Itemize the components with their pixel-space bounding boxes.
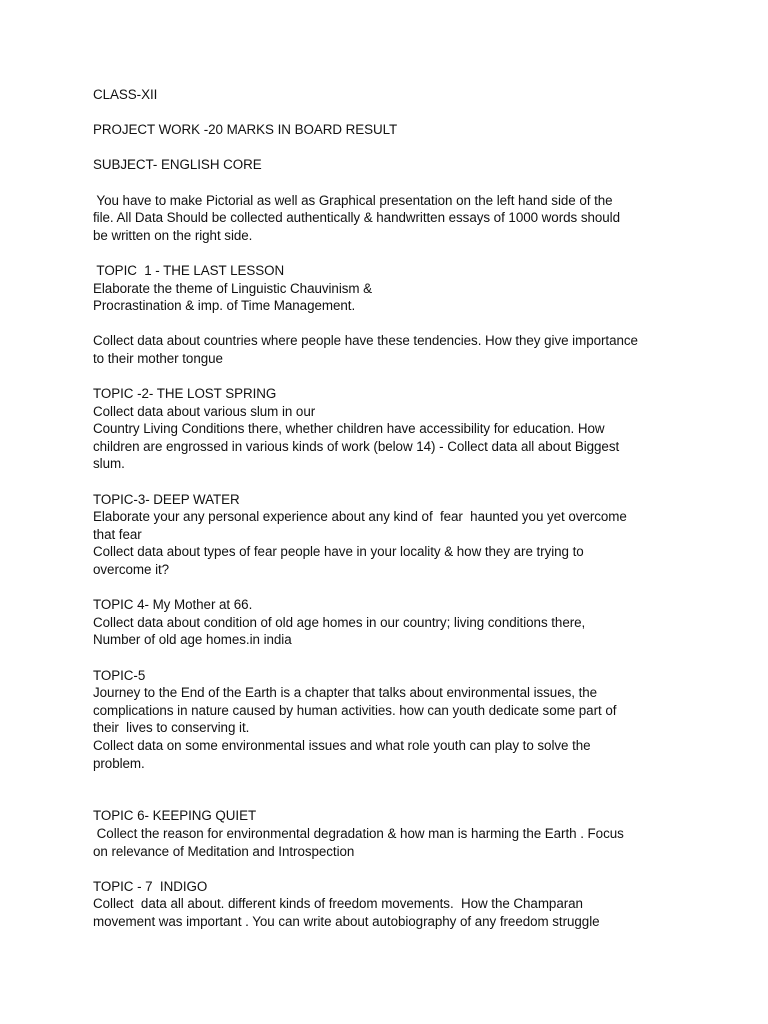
topic-heading: TOPIC 4- My Mother at 66.	[93, 597, 253, 613]
topic-line: Procrastination & imp. of Time Management.	[93, 298, 356, 314]
topic-line: Elaborate your any personal experience about any kind of fear haunted you yet overcome	[93, 509, 627, 525]
spacer	[93, 104, 693, 122]
topic-heading: TOPIC-3- DEEP WATER	[93, 491, 240, 507]
topic-line: problem.	[93, 755, 145, 771]
intro-line: file. All Data Should be collected authentically & handwritten essays of 1000 words should	[93, 210, 620, 226]
topic-line: complications in nature caused by human activities. how can youth dedicate some part of	[93, 702, 617, 718]
topic-line: Collect data all about. different kinds of freedom movements. How the Champaran	[93, 896, 583, 912]
topic-line: that fear	[93, 526, 142, 542]
topic-line: children are engrossed in various kinds of work (below 14) - Collect data all about Biggest	[93, 438, 620, 454]
topic-2	[93, 385, 693, 473]
topic-line: Collect data about condition of old age homes in our country; living conditions there,	[93, 614, 586, 630]
spacer	[93, 368, 693, 386]
intro-paragraph	[93, 192, 693, 245]
spacer	[93, 860, 693, 878]
spacer	[93, 579, 693, 597]
topic-line: slum.	[93, 456, 125, 472]
topic-line: Collect data on some environmental issues and what role youth can play to solve the	[93, 737, 591, 753]
intro-line: be written on the right side.	[93, 227, 253, 243]
topic-line: Elaborate the theme of Linguistic Chauvinism &	[93, 280, 373, 296]
spacer	[93, 790, 693, 808]
spacer	[93, 139, 693, 157]
topic-line: Collect data about countries where people have these tendencies. How they give importance	[93, 333, 638, 349]
topic-7	[93, 878, 693, 931]
topic-5	[93, 667, 693, 773]
topic-line: movement was important . You can write about autobiography of any freedom struggle	[93, 913, 600, 929]
topic-line: overcome it?	[93, 562, 170, 578]
spacer	[93, 315, 693, 333]
topic-line: Collect data about types of fear people have in your locality & how they are trying to	[93, 544, 584, 560]
topic-line: their lives to conserving it.	[93, 720, 250, 736]
spacer	[93, 772, 693, 790]
spacer	[93, 473, 693, 491]
intro-line: You have to make Pictorial as well as Graphical presentation on the left hand side of the	[93, 192, 613, 208]
spacer	[93, 174, 693, 192]
spacer	[93, 649, 693, 667]
topic-1	[93, 262, 693, 368]
topic-6	[93, 807, 693, 860]
topic-line: to their mother tongue	[93, 350, 223, 366]
topic-line: Collect data about various slum in our	[93, 403, 316, 419]
topic-heading: TOPIC-5	[93, 667, 146, 683]
document-page	[93, 86, 693, 931]
topic-line: Journey to the End of the Earth is a chapter that talks about environmental issues, the	[93, 685, 598, 701]
topic-line: on relevance of Meditation and Introspection	[93, 843, 355, 859]
spacer	[93, 244, 693, 262]
topic-heading: TOPIC 6- KEEPING QUIET	[93, 808, 257, 824]
subject-line: SUBJECT- ENGLISH CORE	[93, 157, 262, 173]
topic-line: Collect the reason for environmental degradation & how man is harming the Earth . Focus	[93, 825, 624, 841]
topic-3	[93, 491, 693, 579]
class-line: CLASS-XII	[93, 87, 158, 102]
project-line: PROJECT WORK -20 MARKS IN BOARD RESULT	[93, 122, 398, 138]
topic-heading: TOPIC 1 - THE LAST LESSON	[93, 262, 285, 278]
topic-heading: TOPIC - 7 INDIGO	[93, 878, 208, 894]
topic-heading: TOPIC -2- THE LOST SPRING	[93, 386, 277, 402]
topic-4	[93, 596, 693, 649]
topic-line: Country Living Conditions there, whether children have accessibility for education. How	[93, 421, 605, 437]
topic-line: Number of old age homes.in india	[93, 632, 292, 648]
